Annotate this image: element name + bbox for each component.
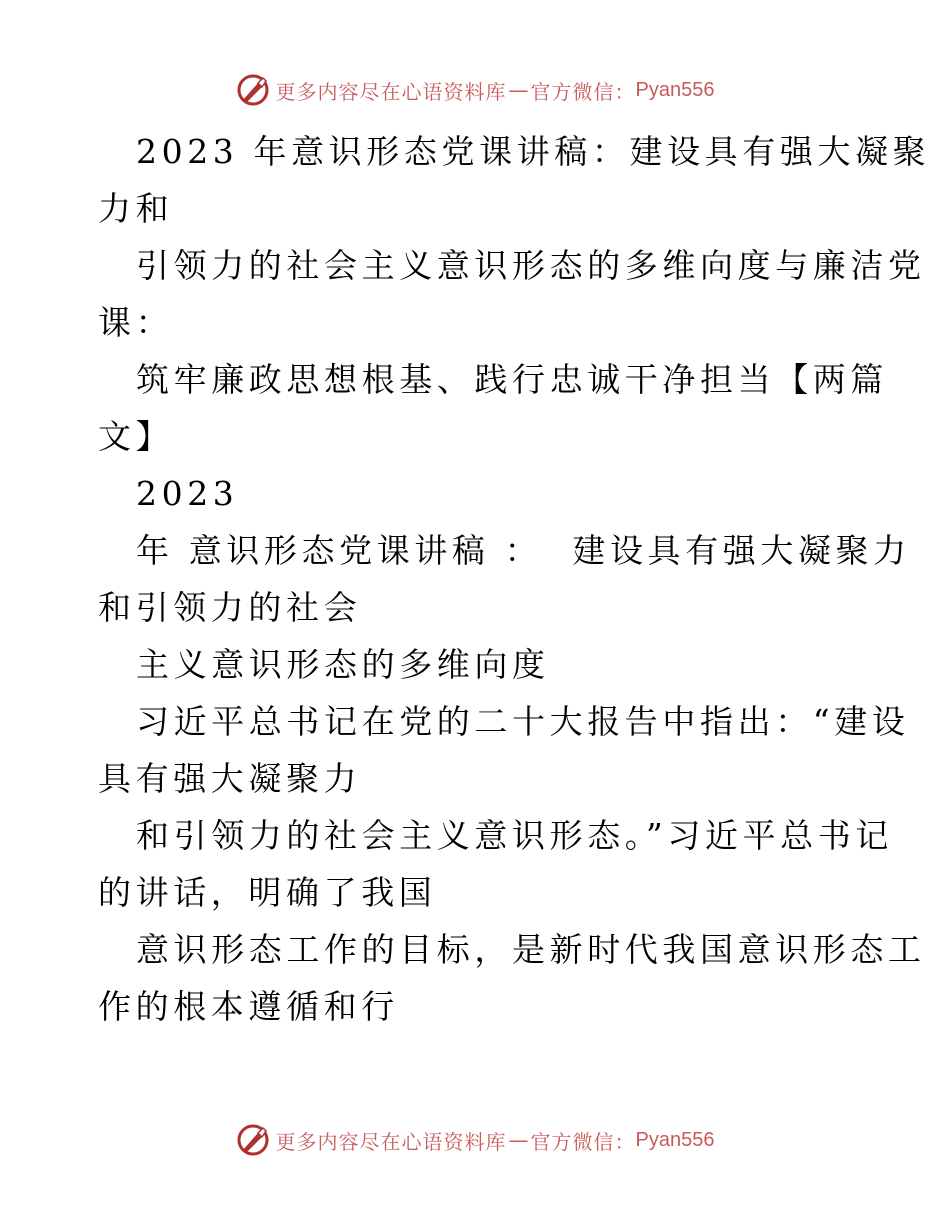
banner-wechat-label: 官方微信： (530, 79, 636, 104)
banner-site-text: 更多内容尽在心语资料库 (275, 1129, 507, 1154)
banner-wechat-id: Pyan556 (635, 78, 715, 101)
text-line: 年 意识形态党课讲稿 ： 建设具有强大凝聚力 (136, 531, 911, 570)
banner-dash: — (508, 1128, 529, 1152)
document-body (98, 123, 931, 1035)
pen-logo-icon (236, 1123, 270, 1157)
banner-wechat-id: Pyan556 (635, 1128, 715, 1151)
footer-watermark-banner (0, 1120, 950, 1160)
text-line: 主义意识形态的多维向度 (136, 645, 550, 684)
banner-wechat-label: 官方微信： (530, 1129, 636, 1154)
text-line: 2023 年意识形态党课讲稿：建设具有强大凝聚 (136, 132, 931, 171)
text-line: 意识形态工作的目标，是新时代我国意识形态工 (136, 930, 926, 969)
banner-site-text: 更多内容尽在心语资料库 (275, 79, 507, 104)
text-line: 具有强大凝聚力 (98, 759, 362, 798)
text-line: 力和 (98, 189, 174, 228)
text-line: 习近平总书记在党的二十大报告中指出：“建设 (136, 702, 910, 741)
header-watermark-banner (0, 70, 950, 110)
text-line: 引领力的社会主义意识形态的多维向度与廉洁党 (136, 246, 926, 285)
banner-dash: — (508, 78, 529, 102)
text-line: 课： (98, 303, 174, 342)
text-line: 筑牢廉政思想根基、践行忠诚干净担当【两篇 (136, 360, 888, 399)
text-line: 和引领力的社会主义意识形态。”习近平总书记 (136, 816, 893, 855)
pen-logo-icon (236, 73, 270, 107)
text-line: 和引领力的社会 (98, 588, 362, 627)
text-line: 2023 (136, 474, 239, 513)
text-line: 的讲话，明确了我国 (98, 873, 437, 912)
text-line: 文】 (98, 417, 174, 456)
text-line: 作的根本遵循和行 (98, 987, 399, 1026)
